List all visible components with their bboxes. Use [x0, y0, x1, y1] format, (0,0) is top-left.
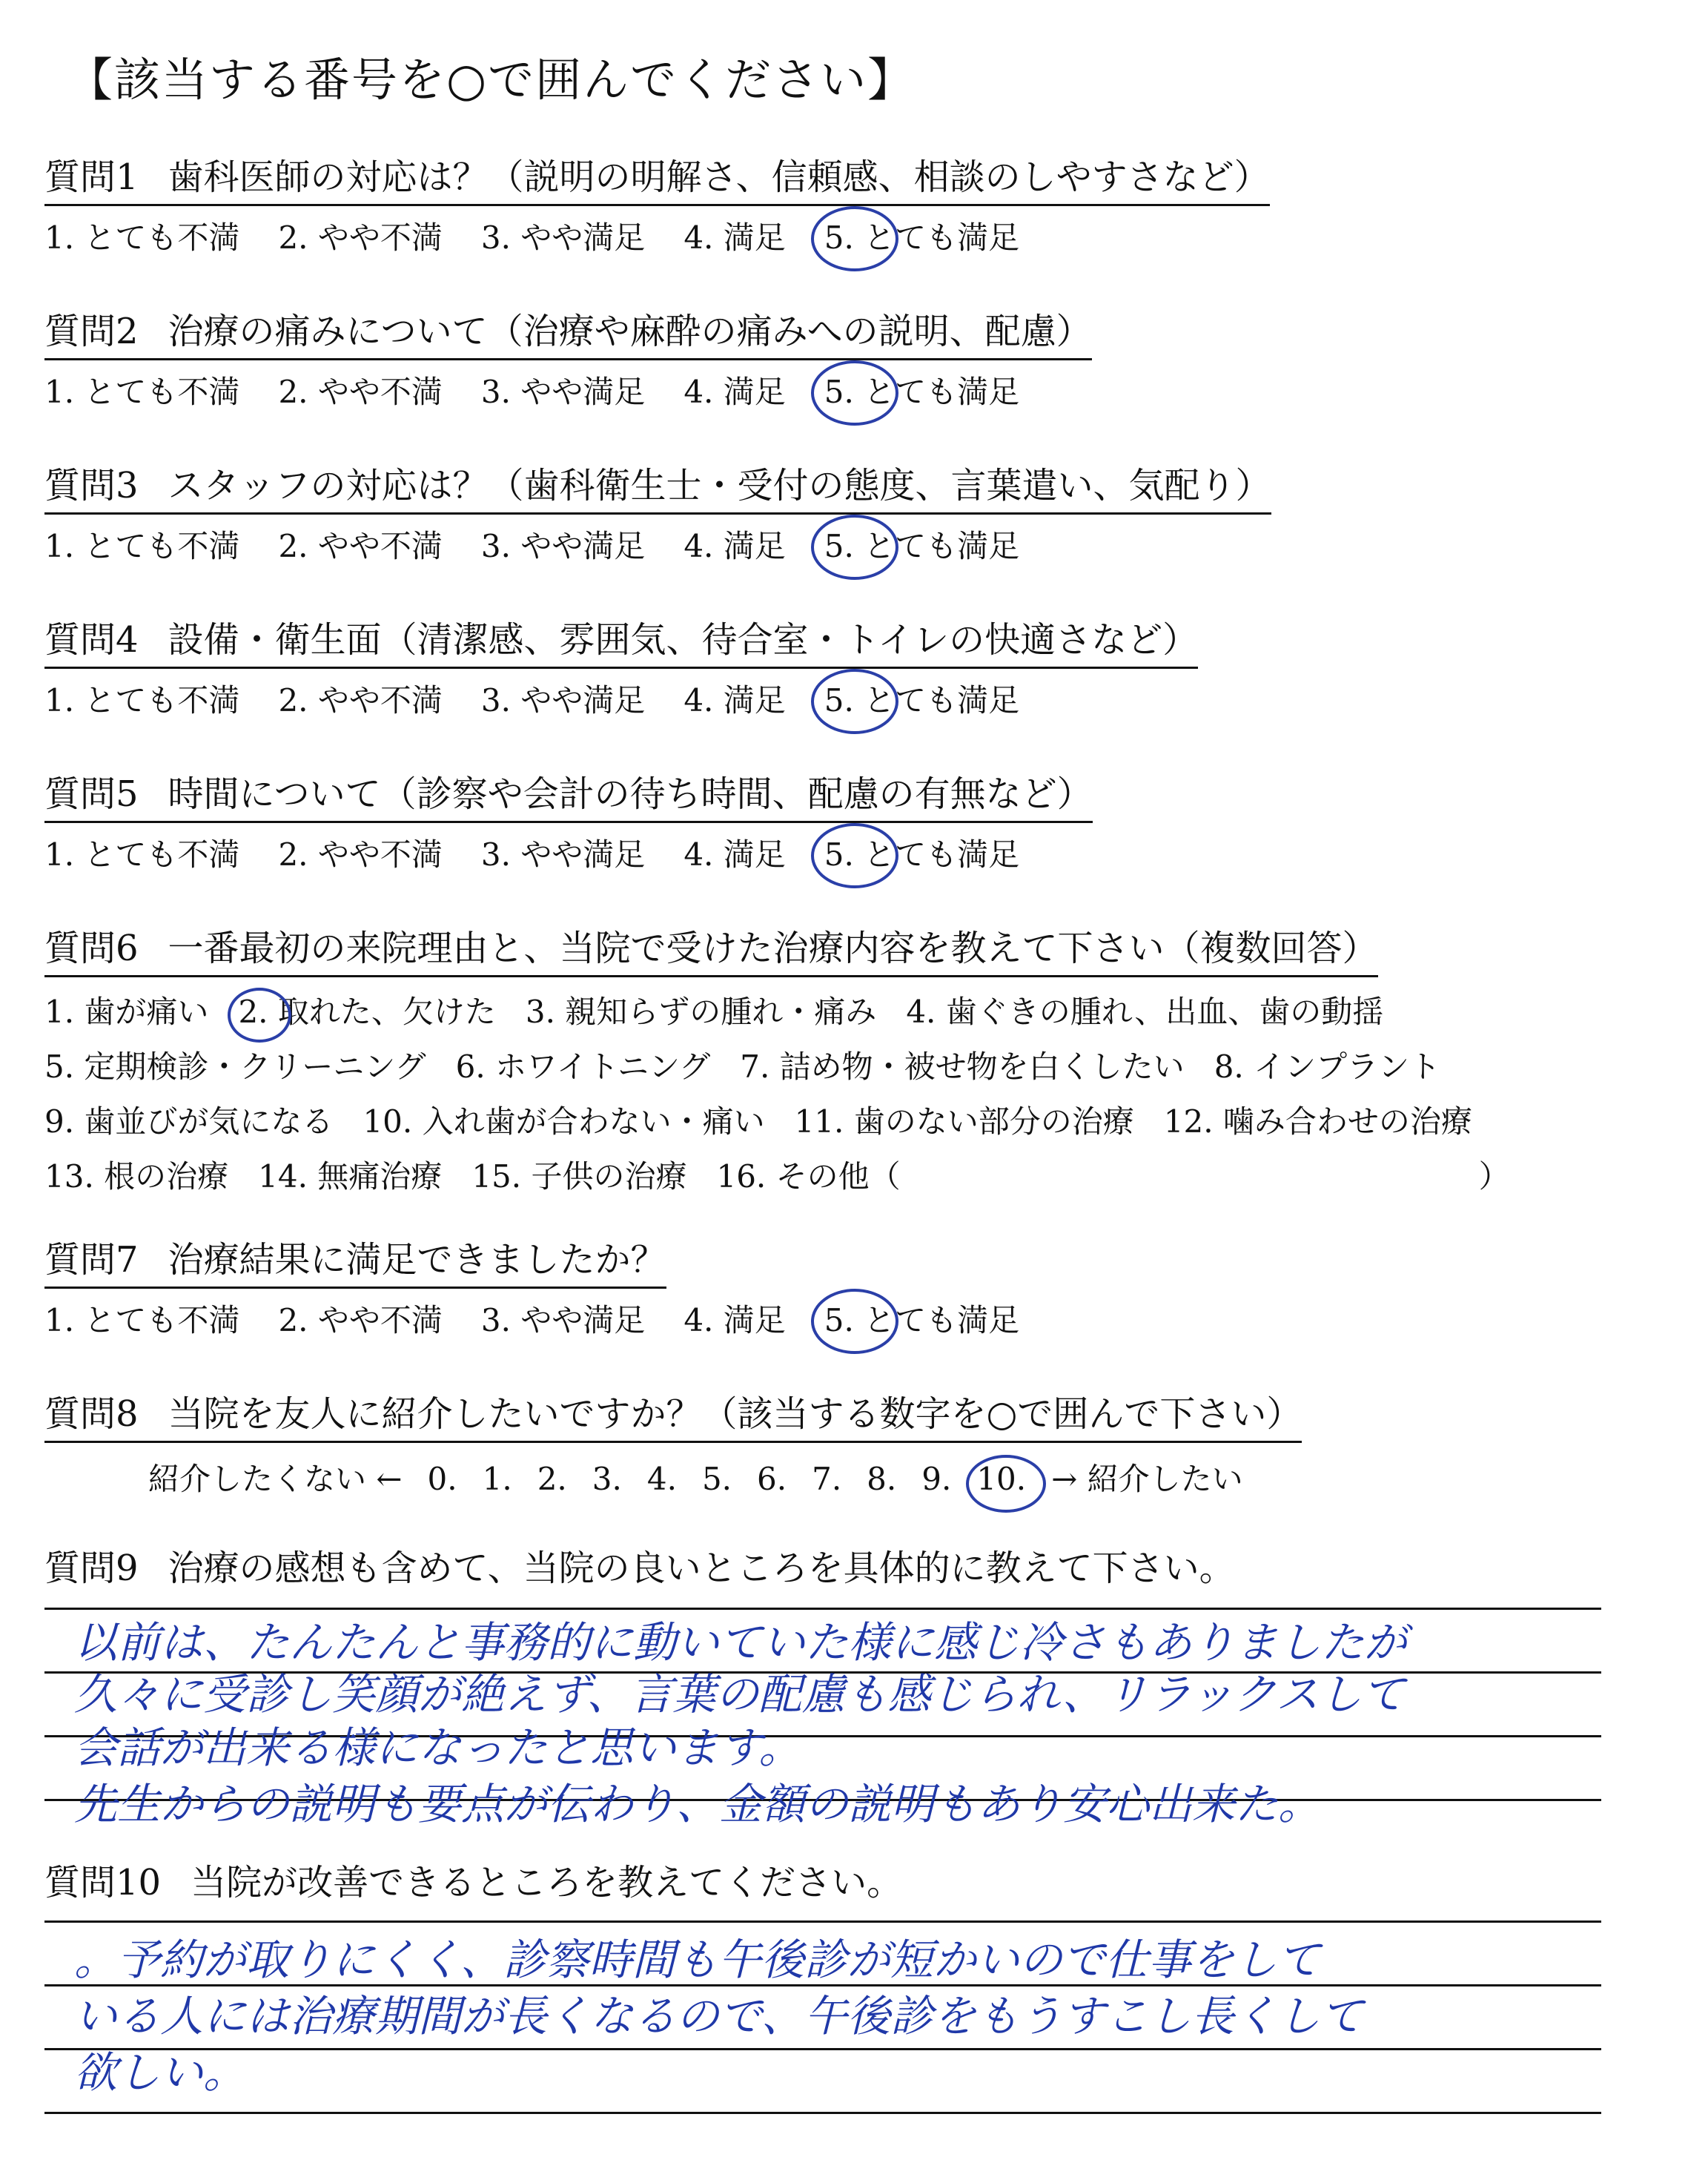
scale-10-selected[interactable]: 10. [976, 1461, 1027, 1497]
option-2[interactable]: 2. やや不満 [278, 1302, 443, 1338]
question-number: 質問5 [44, 773, 139, 815]
question-number: 質問7 [44, 1239, 139, 1281]
q6-options-row-4 [44, 1152, 1540, 1197]
question-number: 質問10 [44, 1862, 162, 1903]
question-text: スタッフの対応は？（歯科衛生士・受付の態度、言葉遣い、気配り） [168, 465, 1271, 506]
question-2 [44, 303, 1092, 412]
option-4[interactable]: 4. 満足 [683, 374, 786, 410]
question-text: 時間について（診察や会計の待ち時間、配慮の有無など） [168, 773, 1093, 815]
q9-answer-line-2[interactable]: 久々に受診し笑顔が絶えず、言葉の配慮も感じられ、リラックスして [74, 1669, 1406, 1720]
q6-option-9[interactable]: 9. 歯並びが気になる [44, 1103, 334, 1140]
question-text: 治療の痛みについて（治療や麻酔の痛みへの説明、配慮） [168, 311, 1092, 352]
option-4[interactable]: 4. 満足 [683, 1302, 786, 1338]
option-1[interactable]: 1. とても不満 [44, 836, 240, 873]
question-text: 治療結果に満足できましたか？ [168, 1239, 666, 1281]
q10-answer-line-2[interactable]: いる人には治療期間が長くなるので、午後診をもうすこし長くして [74, 1991, 1363, 2041]
question-8 [44, 1385, 1302, 1499]
question-number: 質問6 [44, 928, 139, 969]
rating-options [44, 676, 1198, 721]
answer-rule [44, 2112, 1601, 2114]
q6-selection-circle [228, 988, 291, 1043]
option-3[interactable]: 3. やや満足 [480, 219, 646, 256]
q6-option-16[interactable]: 16. その他（ [716, 1158, 901, 1195]
q6-option-3[interactable]: 3. 親知らずの腫れ・痛み [525, 994, 877, 1030]
rating-options [44, 830, 1093, 875]
option-5-selected[interactable]: 5. とても満足 [824, 214, 1019, 258]
q6-option-10[interactable]: 10. 入れ歯が合わない・痛い [363, 1103, 765, 1140]
question-9 [44, 1539, 1235, 1591]
option-3[interactable]: 3. やや満足 [480, 682, 646, 719]
option-2[interactable]: 2. やや不満 [278, 219, 443, 256]
q6-option-4[interactable]: 4. 歯ぐきの腫れ、出血、歯の動揺 [906, 994, 1384, 1030]
q10-answer-line-3[interactable]: 欲しい。 [74, 2047, 247, 2098]
option-3[interactable]: 3. やや満足 [480, 374, 646, 410]
option-2[interactable]: 2. やや不満 [278, 374, 443, 410]
option-1[interactable]: 1. とても不満 [44, 528, 240, 564]
option-1[interactable]: 1. とても不満 [44, 219, 240, 256]
q6-option-8[interactable]: 8. インプラント [1214, 1048, 1441, 1085]
option-3[interactable]: 3. やや満足 [480, 1302, 646, 1338]
q6-option-15[interactable]: 15. 子供の治療 [471, 1158, 687, 1195]
option-2[interactable]: 2. やや不満 [278, 528, 443, 564]
question-text: 当院が改善できるところを教えてください。 [191, 1862, 903, 1903]
answer-rule [44, 1920, 1601, 1923]
q6-option-6[interactable]: 6. ホワイトニング [455, 1048, 711, 1085]
q6-option-14[interactable]: 14. 無痛治療 [258, 1158, 443, 1195]
option-4[interactable]: 4. 満足 [683, 682, 786, 719]
question-text: 治療の感想も含めて、当院の良いところを具体的に教えて下さい。 [168, 1548, 1235, 1589]
q6-option-5[interactable]: 5. 定期検診・クリーニング [44, 1048, 426, 1085]
scale-1[interactable]: 1. [482, 1461, 512, 1497]
option-3[interactable]: 3. やや満足 [480, 528, 646, 564]
q6-option-13[interactable]: 13. 根の治療 [44, 1158, 229, 1195]
option-1[interactable]: 1. とても不満 [44, 1302, 240, 1338]
scale-5[interactable]: 5. [701, 1461, 732, 1497]
option-5-selected[interactable]: 5. とても満足 [824, 1296, 1019, 1341]
rating-options [44, 1296, 1058, 1341]
scale-right-label: → 紹介したい [1051, 1461, 1243, 1497]
scale-3[interactable]: 3. [592, 1461, 622, 1497]
option-4[interactable]: 4. 満足 [683, 219, 786, 256]
option-5-selected[interactable]: 5. とても満足 [824, 522, 1019, 567]
option-2[interactable]: 2. やや不満 [278, 682, 443, 719]
question-number: 質問9 [44, 1548, 139, 1589]
question-number: 質問4 [44, 619, 139, 661]
question-10 [44, 1854, 902, 1905]
option-3[interactable]: 3. やや満足 [480, 836, 646, 873]
question-3 [44, 457, 1271, 567]
q6-option-2-selected[interactable]: 2. 取れた、欠けた [238, 994, 495, 1030]
q6-options-row-3 [44, 1097, 1540, 1142]
page-title: 【該当する番号を○で囲んでください】 [67, 53, 916, 107]
scale-9[interactable]: 9. [921, 1461, 952, 1497]
question-6 [44, 919, 1540, 1197]
q6-options-row-2 [44, 1043, 1540, 1087]
scale-7[interactable]: 7. [812, 1461, 842, 1497]
question-7 [44, 1231, 1058, 1341]
question-5 [44, 765, 1093, 875]
scale-8[interactable]: 8. [867, 1461, 897, 1497]
option-2[interactable]: 2. やや不満 [278, 836, 443, 873]
question-4 [44, 611, 1198, 721]
question-number: 質問2 [44, 311, 139, 352]
scale-left-label: 紹介したくない ← [148, 1461, 403, 1497]
recommend-scale [148, 1455, 1302, 1499]
q6-option-11[interactable]: 11. 歯のない部分の治療 [794, 1103, 1134, 1140]
rating-options [44, 522, 1271, 567]
q10-answer-line-1[interactable]: 。予約が取りにくく、診察時間も午後診が短かいので仕事をして [74, 1935, 1320, 1985]
scale-6[interactable]: 6. [757, 1461, 787, 1497]
q6-option-12[interactable]: 12. 噛み合わせの治療 [1163, 1103, 1472, 1140]
question-number: 質問3 [44, 465, 139, 506]
question-number: 質問1 [44, 156, 139, 198]
answer-rule [44, 2048, 1601, 2050]
option-5-selected[interactable]: 5. とても満足 [824, 368, 1019, 412]
question-text: 設備・衛生面（清潔感、雰囲気、待合室・トイレの快適さなど） [168, 619, 1199, 661]
q9-answer-line-4[interactable]: 先生からの説明も要点が伝わり、金額の説明もあり安心出来た。 [74, 1779, 1322, 1829]
rating-options [44, 214, 1270, 258]
q6-options-row-1 [44, 988, 1540, 1032]
scale-2[interactable]: 2. [537, 1461, 567, 1497]
option-5-selected[interactable]: 5. とても満足 [824, 830, 1019, 875]
question-text: 当院を友人に紹介したいですか？（該当する数字を○で囲んで下さい） [168, 1393, 1302, 1435]
question-number: 質問8 [44, 1393, 139, 1435]
option-1[interactable]: 1. とても不満 [44, 374, 240, 410]
q6-option-7[interactable]: 7. 詰め物・被せ物を白くしたい [740, 1048, 1185, 1085]
question-text: 歯科医師の対応は？（説明の明解さ、信頼感、相談のしやすさなど） [168, 156, 1270, 198]
q6-other-close-paren: ） [1478, 1158, 1510, 1195]
scale-4[interactable]: 4. [646, 1461, 677, 1497]
option-1[interactable]: 1. とても不満 [44, 682, 240, 719]
option-4[interactable]: 4. 満足 [683, 836, 786, 873]
scale-0[interactable]: 0. [427, 1461, 457, 1497]
rating-options [44, 368, 1092, 412]
q9-answer-line-1[interactable]: 以前は、たんたんと事務的に動いていた様に感じ冷さもありましたが [74, 1617, 1408, 1668]
option-5-selected[interactable]: 5. とても満足 [824, 676, 1019, 721]
question-text: 一番最初の来院理由と、当院で受けた治療内容を教えて下さい（複数回答） [168, 928, 1378, 969]
q6-option-1[interactable]: 1. 歯が痛い [44, 994, 209, 1030]
option-4[interactable]: 4. 満足 [683, 528, 786, 564]
q9-answer-line-3[interactable]: 会話が出来る様になったと思います。 [74, 1723, 802, 1773]
question-1 [44, 148, 1270, 258]
